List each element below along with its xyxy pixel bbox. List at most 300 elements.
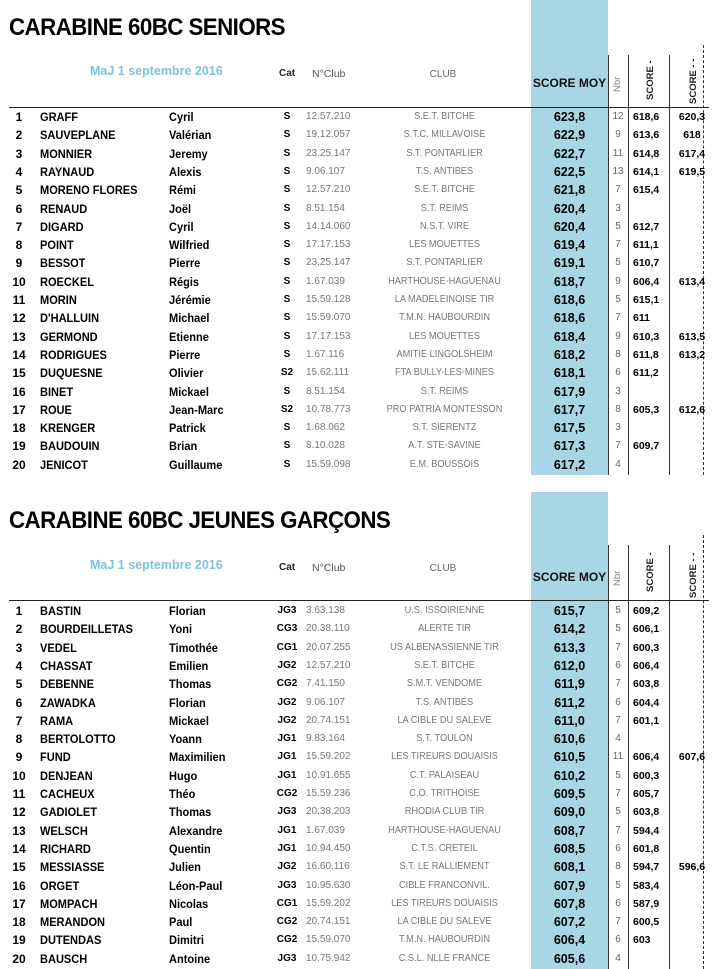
category: CG2	[276, 916, 298, 928]
score-average: 607,9	[553, 878, 586, 893]
score-average: 610,5	[553, 750, 586, 765]
rank: 17	[12, 402, 26, 417]
last-name: DENJEAN	[40, 768, 93, 783]
club-name: S.T.C. MILLAVOISE	[403, 129, 486, 141]
update-date: MaJ 1 septembre 2016	[90, 64, 223, 78]
table-row	[0, 181, 717, 199]
match-count: 12	[612, 111, 624, 122]
rank: 2	[15, 622, 23, 637]
last-name: DEBENNE	[40, 677, 94, 692]
table-row	[0, 931, 717, 949]
rank: 6	[15, 201, 23, 216]
score-average: 607,2	[553, 915, 586, 930]
score-minus-minus: 612,6	[678, 403, 706, 416]
first-name: Rémi	[169, 183, 196, 198]
category: CG1	[276, 897, 298, 909]
header-club-number: N°Club	[312, 562, 346, 574]
rank: 14	[12, 841, 26, 856]
table-row	[0, 657, 717, 675]
score-average: 605,6	[553, 951, 586, 966]
table-row	[0, 858, 717, 876]
table-row	[0, 419, 717, 437]
score-minus: 613,6	[633, 129, 660, 142]
score-minus: 606,4	[633, 751, 660, 764]
table-row	[0, 437, 717, 455]
first-name: Thomas	[169, 805, 212, 820]
score-average: 608,7	[553, 823, 586, 838]
rank: 4	[15, 658, 23, 673]
score-average: 608,1	[553, 860, 586, 875]
first-name: Cyril	[169, 110, 194, 124]
score-minus: 606,4	[633, 275, 660, 288]
category: JG1	[277, 842, 297, 854]
club-number: 20.74.151	[306, 916, 351, 928]
score-average: 619,1	[553, 256, 586, 271]
score-average: 622,7	[553, 146, 586, 161]
category: S	[283, 184, 291, 196]
score-average: 619,4	[553, 238, 586, 253]
match-count: 7	[615, 714, 621, 726]
header-cat: Cat	[279, 562, 296, 573]
table-row	[0, 236, 717, 254]
first-name: Jeremy	[169, 146, 208, 161]
club-name: LES MOUETTES	[408, 330, 481, 342]
category: JG2	[277, 659, 297, 671]
match-count: 11	[612, 147, 624, 159]
score-minus: 614,1	[633, 165, 660, 178]
score-minus-minus: 613,5	[678, 330, 706, 343]
rank: 10	[12, 768, 26, 783]
first-name: Jérémie	[169, 293, 211, 307]
club-number: 12.57.210	[306, 111, 351, 122]
score-minus: 611,8	[633, 348, 659, 361]
header-divider	[9, 600, 709, 601]
score-average: 617,9	[553, 384, 586, 399]
update-date: MaJ 1 septembre 2016	[90, 558, 223, 572]
score-minus: 606,1	[633, 623, 660, 636]
score-average: 622,5	[553, 164, 586, 179]
score-average: 618,7	[553, 274, 586, 289]
category: JG2	[277, 861, 297, 873]
score-average: 611,0	[554, 713, 585, 728]
score-average: 615,7	[553, 604, 586, 618]
score-average: 609,0	[553, 805, 586, 820]
club-number: 7.41.150	[306, 678, 345, 690]
match-count: 5	[615, 769, 621, 781]
rank: 5	[15, 677, 23, 692]
club-name: S.T. REIMS	[420, 202, 469, 214]
last-name: JENICOT	[40, 457, 88, 472]
club-number: 20.74.151	[306, 714, 351, 726]
club-number: 8.51.154	[306, 202, 345, 214]
category: S	[283, 220, 291, 232]
category: S	[283, 147, 291, 159]
club-number: 23.25.147	[306, 257, 351, 269]
club-number: 15.59.202	[306, 897, 351, 909]
category: JG3	[277, 806, 297, 818]
last-name: BOURDEILLETAS	[40, 622, 134, 637]
header-score-moy: SCORE MOY	[532, 570, 607, 584]
score-minus: 583,4	[633, 879, 660, 892]
first-name: Valérian	[169, 128, 212, 143]
match-count: 9	[615, 330, 621, 342]
category: S2	[280, 367, 294, 379]
score-average: 620,4	[553, 201, 586, 216]
last-name: RAYNAUD	[40, 164, 95, 179]
first-name: Mickael	[169, 384, 209, 399]
last-name: MONNIER	[40, 146, 93, 161]
club-number: 10.78.773	[306, 403, 351, 415]
score-minus-minus: 613,2	[678, 348, 706, 361]
score-minus-minus: 613,4	[678, 275, 706, 288]
score-average: 618,4	[553, 329, 586, 344]
header-nbr: Nbr	[612, 76, 623, 92]
club-name: T.S. ANTIBES	[415, 696, 474, 708]
last-name: CACHEUX	[40, 787, 95, 801]
score-minus: 612,7	[633, 220, 660, 233]
club-name: S.E.T. BITCHE	[414, 111, 475, 122]
match-count: 7	[615, 678, 621, 690]
first-name: Jean-Marc	[169, 402, 224, 417]
category: JG2	[277, 714, 297, 726]
first-name: Dimitri	[169, 933, 204, 948]
table-row	[0, 950, 717, 968]
club-number: 20.38.110	[306, 623, 350, 635]
first-name: Antoine	[169, 951, 211, 966]
first-name: Patrick	[169, 421, 206, 436]
score-minus: 609,2	[633, 605, 660, 617]
last-name: RODRIGUES	[40, 347, 107, 362]
club-name: S.T. PONTARLIER	[406, 257, 483, 269]
club-name: LA MADELEINOISE TIR	[394, 294, 495, 305]
table-row	[0, 383, 717, 401]
rank: 19	[12, 439, 26, 454]
rank: 2	[15, 128, 23, 143]
rank: 12	[12, 311, 26, 326]
first-name: Paul	[169, 915, 193, 930]
club-number: 8.51.154	[306, 385, 345, 397]
club-name: A.T. STE-SAVINE	[408, 440, 481, 452]
first-name: Cyril	[169, 219, 194, 234]
first-name: Régis	[169, 274, 200, 289]
club-number: 12.57.210	[306, 184, 351, 196]
score-average: 611,9	[554, 677, 585, 692]
first-name: Thomas	[169, 677, 212, 692]
match-count: 4	[615, 458, 621, 470]
first-name: Emilien	[169, 658, 209, 673]
match-count: 11	[612, 751, 624, 763]
score-average: 618,6	[553, 293, 586, 307]
first-name: Guillaume	[169, 457, 223, 472]
section-title: CARABINE 60BC SENIORS	[9, 14, 286, 41]
match-count: 3	[615, 202, 621, 214]
last-name: GADIOLET	[40, 805, 98, 820]
club-number: 9.06.107	[306, 165, 345, 177]
last-name: RAMA	[40, 713, 74, 728]
club-number: 16.60.116	[306, 861, 350, 873]
club-name: LA CIBLE DU SALEVE	[397, 714, 492, 726]
rank: 7	[15, 713, 23, 728]
table-row	[0, 602, 717, 620]
category: S2	[280, 403, 294, 415]
last-name: D'HALLUIN	[40, 311, 100, 326]
score-minus-minus: 620,3	[678, 111, 706, 123]
match-count: 7	[615, 788, 621, 799]
header-club-number: N°Club	[312, 68, 346, 80]
category: S	[283, 239, 291, 251]
club-number: 10.94.450	[306, 842, 351, 854]
category: S	[283, 422, 291, 434]
club-name: S.T. LE RALLIEMENT	[399, 861, 490, 873]
first-name: Etienne	[169, 329, 209, 344]
club-number: 9.83.164	[306, 733, 345, 745]
club-number: 1.67.039	[306, 824, 345, 836]
first-name: Alexis	[169, 164, 202, 179]
score-average: 623,8	[553, 110, 586, 124]
club-name: S.T. SIERENTZ	[412, 422, 477, 434]
club-number: 15.59.236	[306, 788, 351, 799]
score-average: 618,2	[553, 347, 586, 362]
first-name: Julien	[169, 860, 201, 875]
score-average: 607,8	[553, 896, 586, 911]
club-number: 19.12.057	[306, 129, 351, 141]
category: JG3	[277, 879, 297, 891]
match-count: 7	[615, 824, 621, 836]
table-row	[0, 767, 717, 785]
match-count: 5	[615, 623, 621, 635]
category: S	[283, 385, 291, 397]
rank: 8	[15, 238, 23, 253]
score-minus: 611,1	[633, 239, 659, 252]
header-score-minus: SCORE -	[645, 552, 656, 592]
club-name: C.T. PALAISEAU	[409, 769, 480, 781]
category: S	[283, 165, 291, 177]
match-count: 7	[615, 312, 621, 324]
match-count: 7	[615, 239, 621, 251]
score-average: 610,6	[553, 732, 586, 747]
table-row	[0, 456, 717, 474]
club-number: 17.17.153	[306, 330, 351, 342]
score-minus: 594,7	[633, 861, 660, 874]
last-name: FUND	[40, 750, 71, 765]
club-name: S.M.T. VENDOME	[406, 678, 483, 690]
club-number: 8.10.028	[306, 440, 345, 452]
rank: 19	[12, 933, 26, 948]
category: CG1	[276, 641, 298, 653]
last-name: WELSCH	[40, 823, 88, 838]
score-average: 617,3	[553, 439, 586, 454]
club-number: 20.07.255	[306, 641, 351, 653]
club-name: S.E.T. BITCHE	[414, 184, 475, 196]
table-row	[0, 273, 717, 291]
table-row	[0, 620, 717, 638]
category: CG2	[276, 678, 298, 690]
first-name: Pierre	[169, 347, 201, 362]
last-name: ZAWADKA	[40, 695, 96, 710]
category: S	[283, 458, 291, 470]
match-count: 7	[615, 440, 621, 452]
club-name: C.O. TRITHOISE	[409, 788, 480, 799]
match-count: 8	[615, 348, 621, 360]
rank: 1	[15, 110, 23, 124]
category: JG2	[277, 696, 297, 708]
rank: 4	[15, 164, 23, 179]
match-count: 7	[615, 641, 621, 653]
table-row	[0, 346, 717, 364]
club-number: 15.62.111	[306, 367, 350, 379]
score-minus: 605,3	[633, 403, 660, 416]
first-name: Joël	[169, 201, 192, 216]
rank: 12	[12, 805, 26, 820]
last-name: SAUVEPLANE	[40, 128, 116, 143]
club-number: 15.59.128	[306, 294, 351, 305]
category: S	[283, 257, 291, 269]
table-row	[0, 200, 717, 218]
rank: 18	[12, 915, 26, 930]
first-name: Wilfried	[169, 238, 210, 253]
club-name: S.E.T. BITCHE	[414, 659, 475, 671]
club-number: 1.68.062	[306, 422, 345, 434]
category: S	[283, 294, 291, 305]
match-count: 9	[615, 129, 621, 141]
score-average: 614,2	[553, 622, 586, 637]
score-minus: 618,6	[633, 111, 660, 123]
table-row	[0, 364, 717, 382]
score-minus: 600,5	[633, 916, 660, 929]
last-name: VEDEL	[40, 640, 77, 655]
club-name: FTA BULLY-LES-MINES	[394, 367, 495, 379]
table-row	[0, 877, 717, 895]
category: S	[283, 202, 291, 214]
match-count: 4	[615, 952, 621, 964]
score-average: 618,6	[553, 311, 586, 326]
club-number: 15.59.070	[306, 312, 351, 324]
club-number: 1.67.039	[306, 275, 345, 287]
last-name: MESSIASSE	[40, 860, 105, 875]
last-name: DUTENDAS	[40, 933, 102, 948]
match-count: 5	[615, 294, 621, 305]
club-name: T.M.N. HAUBOURDIN	[399, 934, 490, 946]
match-count: 3	[615, 385, 621, 397]
score-average: 611,2	[554, 695, 585, 710]
match-count: 5	[615, 879, 621, 891]
match-count: 8	[615, 861, 621, 873]
rank: 1	[15, 604, 23, 618]
first-name: Yoni	[169, 622, 193, 637]
last-name: RENAUD	[40, 201, 88, 216]
header-score-minus: SCORE -	[645, 60, 656, 100]
table-row	[0, 163, 717, 181]
match-count: 3	[615, 422, 621, 434]
first-name: Timothée	[169, 640, 218, 655]
rank: 8	[15, 732, 23, 747]
score-average: 621,8	[553, 183, 586, 198]
score-minus: 609,7	[633, 440, 660, 453]
category: JG3	[277, 952, 297, 964]
score-minus: 603,8	[633, 678, 660, 691]
match-count: 6	[615, 897, 621, 909]
score-minus: 610,3	[633, 330, 660, 343]
table-row	[0, 840, 717, 858]
club-name: LES MOUETTES	[408, 239, 481, 251]
match-count: 6	[615, 659, 621, 671]
first-name: Florian	[169, 604, 206, 618]
header-score-moy: SCORE MOY	[532, 76, 607, 90]
first-name: Nicolas	[169, 896, 209, 911]
first-name: Florian	[169, 695, 206, 710]
last-name: ROECKEL	[40, 274, 94, 289]
score-average: 613,3	[553, 640, 586, 655]
category: CG2	[276, 934, 298, 946]
table-row	[0, 694, 717, 712]
header-club: CLUB	[429, 69, 457, 80]
score-average: 618,1	[553, 366, 586, 381]
first-name: Maximilien	[169, 750, 226, 765]
category: S	[283, 330, 291, 342]
rank: 13	[12, 329, 26, 344]
last-name: DIGARD	[40, 219, 84, 234]
club-number: 9.06.107	[306, 696, 345, 708]
category: JG1	[277, 824, 297, 836]
last-name: MORENO FLORES	[40, 183, 138, 198]
first-name: Hugo	[169, 768, 198, 783]
category: JG1	[277, 733, 297, 745]
first-name: Mickael	[169, 713, 209, 728]
last-name: BERTOLOTTO	[40, 732, 116, 747]
club-name: E.M. BOUSSOIS	[409, 458, 480, 470]
table-row	[0, 328, 717, 346]
score-minus-minus: 619,5	[678, 165, 706, 178]
rank: 14	[12, 347, 26, 362]
match-count: 4	[615, 733, 621, 745]
club-number: 17.17.153	[306, 239, 351, 251]
score-minus: 605,7	[633, 788, 660, 800]
club-number: 15.59.070	[306, 934, 351, 946]
club-number: 15.59.098	[306, 458, 351, 470]
score-average: 620,4	[553, 219, 586, 234]
match-count: 7	[615, 184, 621, 196]
score-minus-minus: 596,6	[678, 861, 706, 874]
category: S	[283, 312, 291, 324]
score-average: 608,5	[553, 841, 586, 856]
match-count: 5	[615, 257, 621, 269]
club-name: LES TIREURS DOUAISIS	[391, 897, 498, 909]
section-title: CARABINE 60BC JEUNES GARÇONS	[9, 507, 391, 534]
table-row	[0, 675, 717, 693]
table-row	[0, 730, 717, 748]
score-average: 609,5	[553, 787, 586, 801]
last-name: MOMPACH	[40, 896, 98, 911]
last-name: BAUDOUIN	[40, 439, 100, 454]
category: CG3	[276, 623, 298, 635]
score-average: 606,4	[553, 933, 586, 948]
club-name: LA CIBLE DU SALEVE	[397, 916, 492, 928]
score-minus-minus: 607,6	[678, 751, 706, 764]
score-minus: 600,3	[633, 769, 660, 782]
club-name: CIBLE FRANCONVIL.	[398, 879, 490, 891]
rank: 18	[12, 421, 26, 436]
category: S	[283, 348, 291, 360]
score-minus: 600,3	[633, 641, 660, 654]
first-name: Brian	[169, 439, 198, 454]
last-name: MERANDON	[40, 915, 106, 930]
club-name: S.T. PONTARLIER	[406, 147, 483, 159]
score-average: 612,0	[553, 658, 586, 673]
rank: 9	[15, 750, 23, 765]
score-minus: 601,8	[633, 842, 660, 855]
last-name: DUQUESNE	[40, 366, 103, 381]
first-name: Alexandre	[169, 823, 223, 838]
